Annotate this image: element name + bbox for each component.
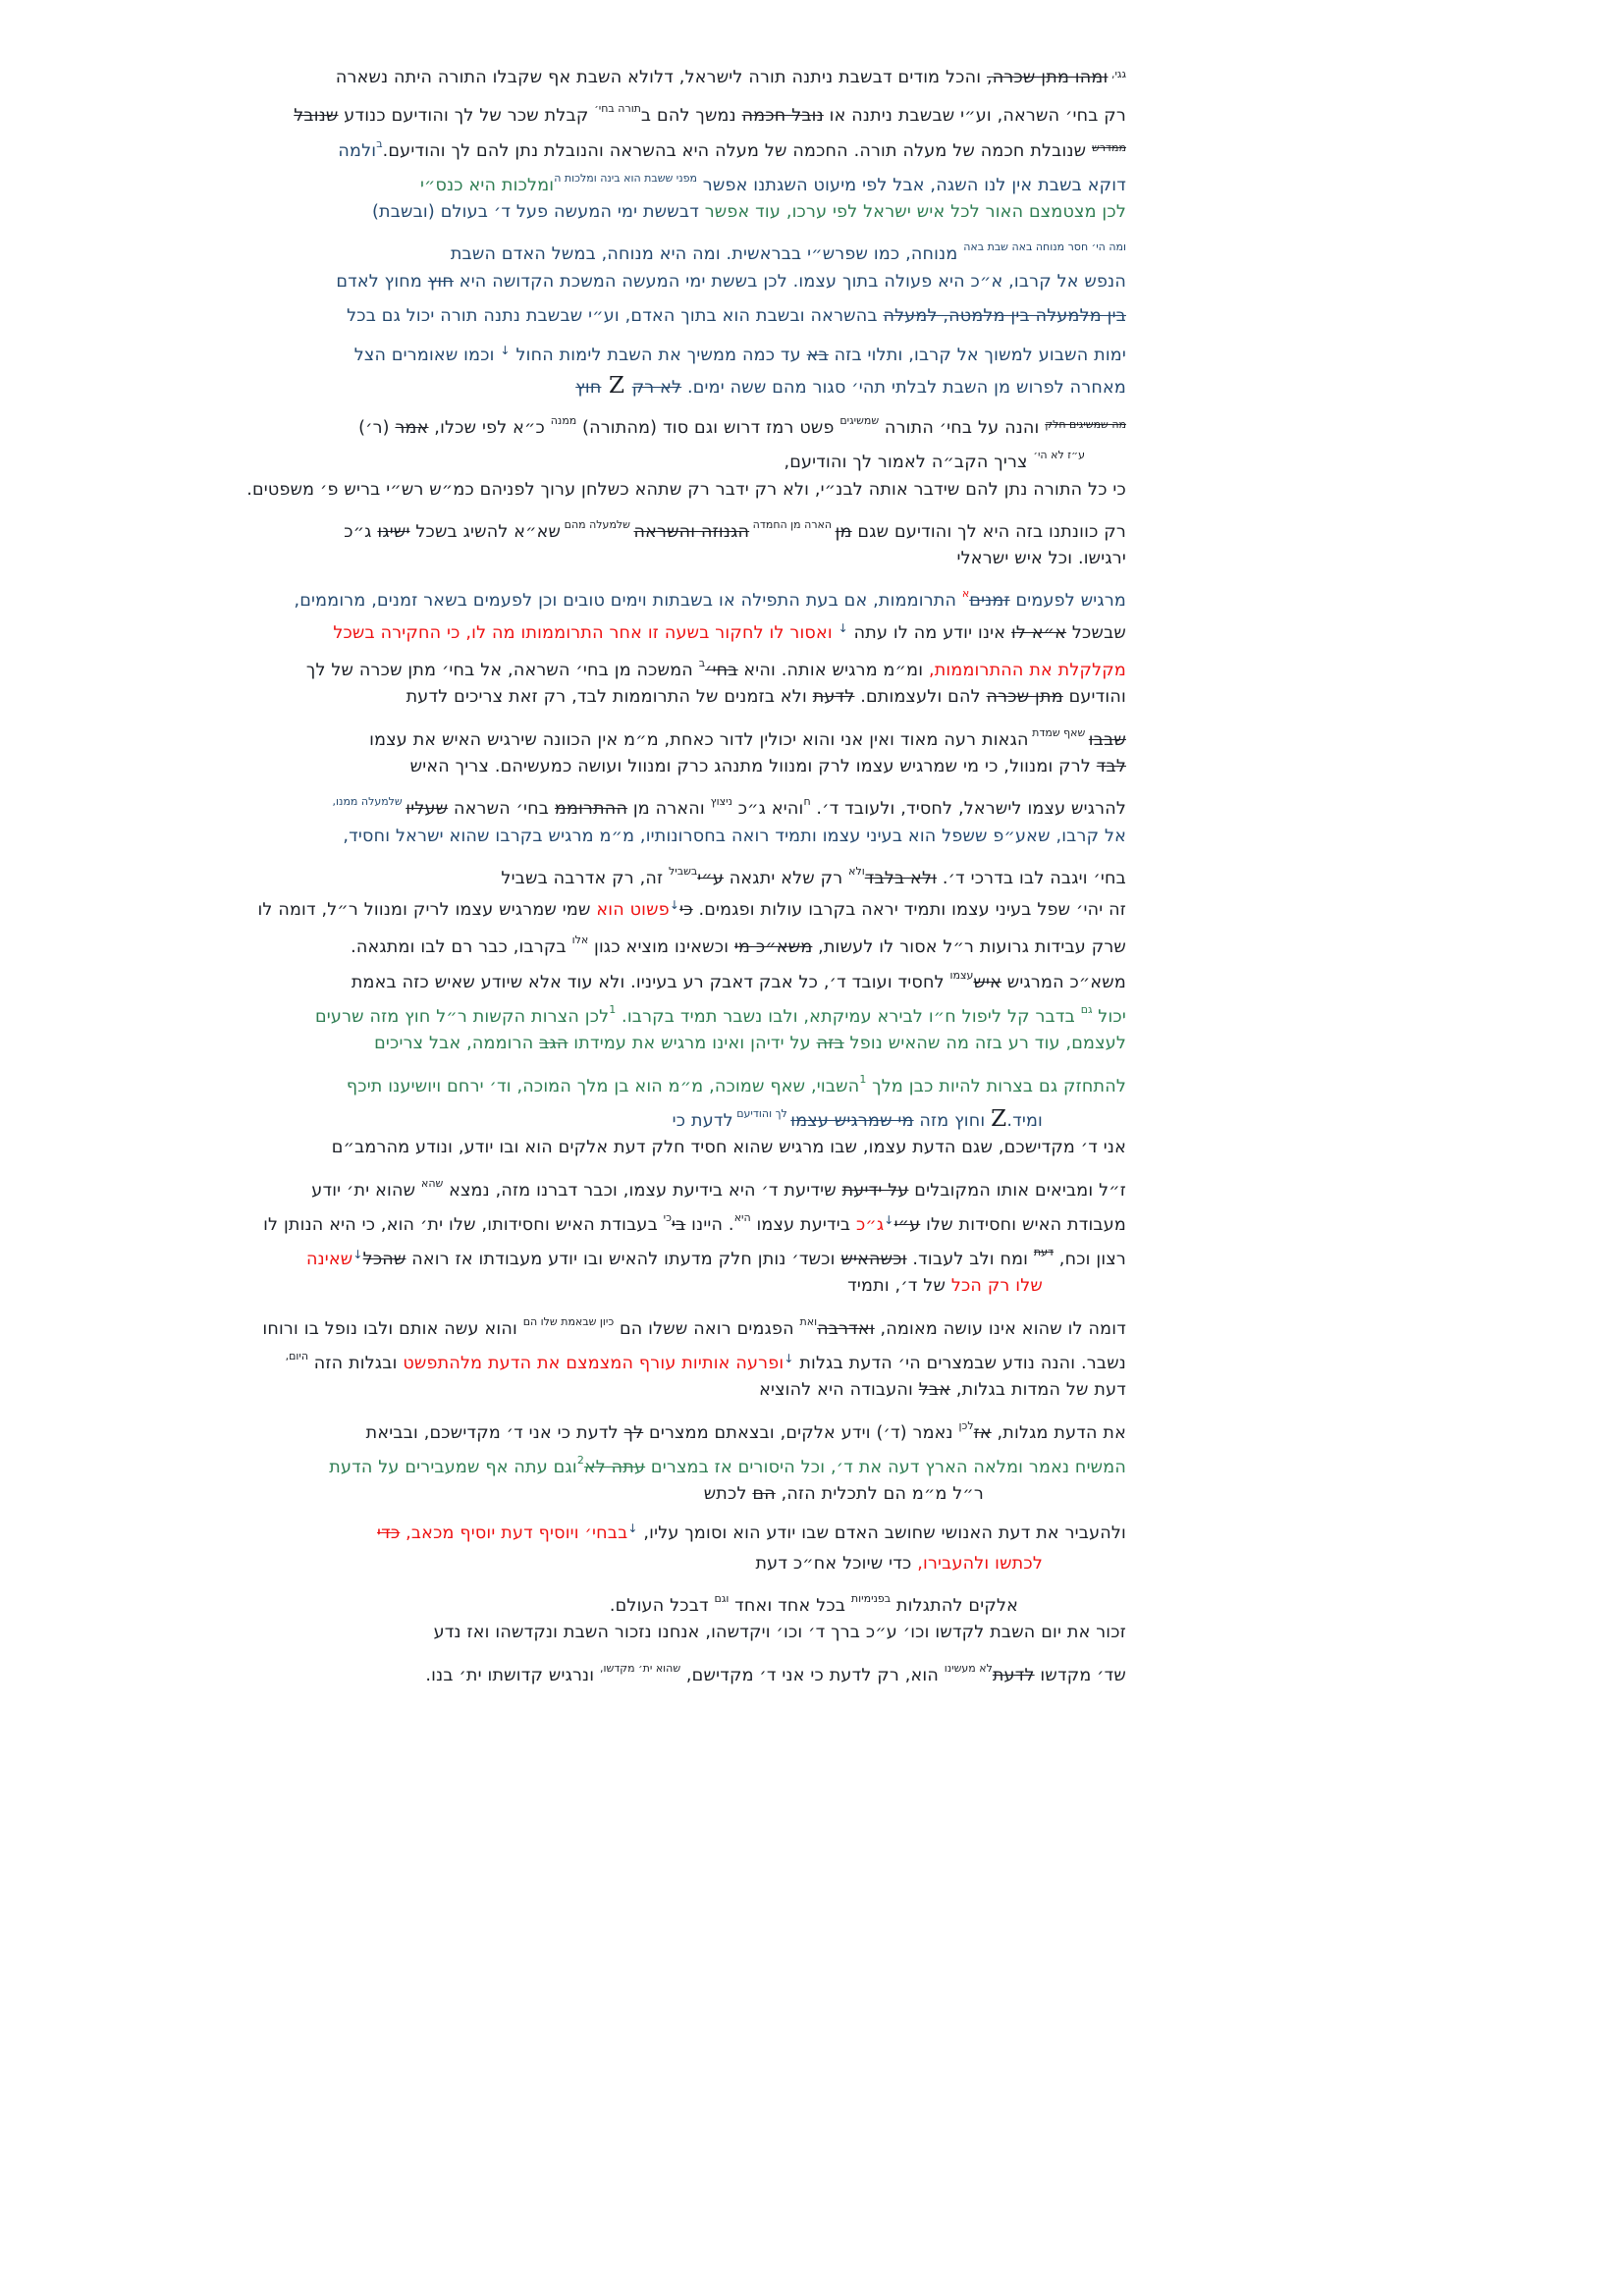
text-line xyxy=(223,854,1126,888)
text-run: מתן שכרה xyxy=(986,687,1063,708)
text-run: כי xyxy=(663,1210,672,1224)
text-line xyxy=(223,750,1126,784)
text-line xyxy=(223,612,1126,646)
text-run: איש xyxy=(973,972,1002,992)
text-run: להתחזק גם בצרות להיות כבן מלך xyxy=(866,1076,1126,1096)
text-run: ומיד. xyxy=(1006,1110,1043,1131)
text-run: זכור את יום השבת לקדשו וכו׳ ע״כ ברך ד׳ וכו׳ ויקדשהו, אנחנו נזכור השבת ונקדשהו ואז נדע xyxy=(433,1623,1126,1643)
text-run: ומח ולב לעבוד. xyxy=(906,1250,1034,1270)
text-run: לחסיד ועובד ד׳, כל אבק דאבק רע בעיניו. ולא עוד אלא שיודע שאיש כזה באמת xyxy=(351,972,950,992)
text-run: צריך הקב״ה לאמור לך והודיעם, xyxy=(784,453,1034,473)
text-run: הגנוזה והשראה xyxy=(633,521,750,542)
text-run: שהוא ית׳ יודע xyxy=(311,1180,421,1201)
text-run: בשביל xyxy=(669,864,698,878)
text-run: וכשהאיש xyxy=(840,1250,907,1270)
text-run: היום, xyxy=(285,1349,309,1362)
text-run: המשיח נאמר ומלאה הארץ דעה את ד׳, וכל היסורים אז במצרים xyxy=(645,1457,1126,1477)
text-run: וגם עתה אף שמעבירים על הדעת xyxy=(329,1457,577,1477)
text-run: מי שמרגיש עצמו xyxy=(790,1110,914,1131)
text-run: ומה הי׳ חסר מנוחה באה שבת באה xyxy=(963,240,1126,254)
text-run: א xyxy=(961,587,970,601)
text-run: ומלכות היא כנס״י xyxy=(419,175,555,195)
text-run: לך והודיעם xyxy=(732,1106,791,1120)
text-run: ופרעה אותיות עורף המצמצם את הדעת מלהתפשט xyxy=(403,1353,784,1373)
text-run: בבחי׳ ויוסיף דעת יוסיף מכאב, xyxy=(400,1523,628,1544)
text-run: לכן מצטמצם האור לכל איש ישראל לפי ערכו, עוד אפשר xyxy=(698,202,1126,223)
text-run: שאף שמדת xyxy=(1028,725,1089,739)
text-run: בי xyxy=(671,1214,686,1235)
text-line xyxy=(223,958,1126,992)
text-run: שלמעלה מהם xyxy=(561,517,634,531)
text-run: ואדרבה xyxy=(817,1318,875,1339)
text-run: אלו xyxy=(571,934,589,947)
text-run: וכשאינו מוציא כגון xyxy=(588,937,734,958)
text-run: נובל חכמה xyxy=(741,106,824,127)
text-run: בידיעת עצמו xyxy=(750,1214,856,1235)
text-run: מאחרה לפרוש מן השבת לבלתי תהי׳ סגור מהם ששה ימים. xyxy=(681,377,1126,398)
text-run: עצמו xyxy=(949,968,974,982)
text-run: ע״ז לא הי׳ xyxy=(1033,449,1085,462)
text-run: בכל אחד ואחד xyxy=(729,1596,851,1617)
text-run: לכן הצרות הקשות ר״ל חוץ מזה שרעים xyxy=(314,1007,610,1028)
text-run: שמי שמרגיש עצמו לריק ומנוול ר״ל, דומה לו xyxy=(257,900,597,921)
text-run: לא רק xyxy=(631,377,682,398)
text-run: בין מלמעלה בין מלמטה, למעלה xyxy=(883,306,1126,327)
text-line xyxy=(223,473,1126,507)
text-run: דעת של המדות בגלות, xyxy=(950,1380,1126,1401)
text-run: הארה מן החמדה xyxy=(749,517,836,531)
text-run: להרגיש עצמו לישראל, לחסיד, ולעובד ד׳. xyxy=(810,799,1126,820)
text-line xyxy=(223,369,1126,403)
text-line xyxy=(223,1269,1043,1304)
text-run: אני ד׳ מקדישכם, שגם הדעת עצמו, שבו מרגיש שהוא חסיד חלק דעת אלקים הוא ובו יודע, ונודע מהרמב״ם xyxy=(331,1138,1126,1158)
text-run: ולא בלבד xyxy=(864,868,938,888)
text-run: ולא xyxy=(848,864,865,878)
text-run: שהכל xyxy=(362,1250,406,1270)
text-line xyxy=(223,1339,1126,1373)
text-run: לכתשו ולהעבירו, xyxy=(911,1553,1043,1574)
text-run: להם ולעצמותם. xyxy=(854,687,987,708)
text-run: שאינה xyxy=(305,1250,353,1270)
insert-arrow-icon: ↓ xyxy=(500,344,511,358)
text-run: בעבודת האיש וחסידותו, שלו ית׳ הוא, כי היא הנותן לו xyxy=(263,1214,664,1235)
text-run: מנוחה, כמו שפרש״י בבראשית. ומה היא מנוחה, במשל האדם השבת xyxy=(450,244,964,265)
text-run: בדבר קל ליפול ח״ו לבירא עמיקתא, ולבו נשבר תמיד בקרבו. xyxy=(616,1007,1081,1028)
text-line xyxy=(223,680,1126,715)
text-run: המשכה מן בחי׳ השראה, אל בחי׳ מתן שכרה של לך xyxy=(305,661,699,681)
text-line xyxy=(223,820,1126,854)
insert-arrow-icon: ↓ xyxy=(352,1248,363,1262)
text-run: לדעת כי xyxy=(672,1110,733,1131)
text-run: אל קרבו, שאע״פ ששפל הוא בעיני עצמו ותמיד רואה בחסרונותיו, מ״מ מרגיש בקרבו שהוא ישראל וחסיד, xyxy=(343,826,1126,846)
text-line xyxy=(223,576,1126,611)
text-line xyxy=(223,646,1126,680)
text-run: וכמו שאומרים הצל xyxy=(353,346,501,366)
text-line xyxy=(223,784,1126,819)
text-run: ה xyxy=(554,171,562,185)
text-run: 1 xyxy=(859,1072,867,1086)
text-run: שבבו xyxy=(1088,729,1126,750)
text-run: שד׳ מקדשו xyxy=(1034,1665,1126,1685)
text-run: לדעת xyxy=(992,1665,1035,1685)
text-line xyxy=(223,1616,1126,1650)
text-run: כי כל התורה נתן להם שידבר אותה לבנ״י, ולא רק ידבר רק שתהא כשלחן ערוך לפניהם כמ״ש רש״י בריש פ׳ משפטים. xyxy=(246,479,1126,500)
text-run: ב xyxy=(698,657,706,670)
text-run: ג״כ xyxy=(344,521,378,542)
text-line xyxy=(223,403,1126,438)
text-line xyxy=(223,334,1126,368)
insert-arrow-icon: ↓ xyxy=(838,620,848,635)
text-run: שידיעת ד׳ היא בידיעת עצמו, וכבר דברנו מזה, נמצא xyxy=(443,1180,842,1201)
text-run: גם xyxy=(1080,1003,1093,1017)
text-run: ומ״מ מרגיש אותה. והיא xyxy=(737,661,929,681)
text-run: מרגיש לפעמים xyxy=(1009,591,1126,612)
text-run: וכשד׳ נותן חלק מדעתו להאיש ובו יודע מעבודתו אז רואה xyxy=(406,1250,841,1270)
text-run: ב xyxy=(376,136,383,150)
text-run: הפגמים רואה ששלו הם xyxy=(614,1318,800,1339)
document-text xyxy=(223,57,1126,1685)
text-run: ולא בזמנים של התרוממות לבד, רק זאת צריכים לדעת xyxy=(406,687,813,708)
text-run: רצון וכח, xyxy=(1054,1250,1126,1270)
text-run: ג״כ xyxy=(855,1214,885,1235)
text-run: והעבודה היא להוציא xyxy=(759,1380,919,1401)
text-run: בקרבו, כבר רם לבו ומתגאה. xyxy=(351,937,572,958)
text-run: לא מעשינו xyxy=(944,1661,993,1675)
text-line xyxy=(223,1512,1126,1546)
text-run: הרוממה, אבל צריכים xyxy=(374,1034,540,1054)
text-run: הם xyxy=(752,1484,776,1505)
text-run: דבששת ימי המעשה פעל ד׳ בעולם (ובשבת) xyxy=(371,202,699,223)
text-line xyxy=(223,1477,984,1512)
text-line xyxy=(223,992,1126,1027)
text-run: הוא, רק לדעת כי אני ד׳ מקדישם, xyxy=(680,1665,945,1685)
text-run: פשט רמז דרוש וגם סוד (מהתורה) xyxy=(576,417,840,438)
text-run: בחי׳ השראה xyxy=(448,799,555,820)
text-run: בפנימיות xyxy=(850,1592,892,1606)
text-run: שהוא ית׳ מקדשו, xyxy=(600,1661,681,1675)
text-run: שא״א להשיג בשכל xyxy=(409,521,562,542)
text-run: לא xyxy=(583,1457,612,1477)
text-run: לך xyxy=(623,1422,644,1443)
text-line xyxy=(223,438,1085,472)
insert-arrow-icon: ↓ xyxy=(627,1522,638,1536)
text-run: כדי שיוכל אח״כ דעת xyxy=(755,1553,912,1574)
text-run: יכול xyxy=(1092,1007,1126,1028)
text-line xyxy=(223,57,1126,91)
text-run: והיא ג״כ xyxy=(731,799,804,820)
text-line xyxy=(223,1651,1126,1685)
text-line xyxy=(223,265,1126,299)
text-run: שנובלת חכמה של מעלה תורה. החכמה של מעלה היא בהשראה והנובלת נתן להם לך והודיעם. xyxy=(382,140,1093,161)
text-run: רק בחי׳ השראה, וע״י שבשבת ניתנה או xyxy=(823,106,1126,127)
text-run: (ר׳) xyxy=(358,417,396,438)
text-run: לרק ומנוול, כי מי שמרגיש עצמו לרק ומנוול מתנהג כרק ומנוול ועושה כמעשיהם. צריך האיש xyxy=(409,756,1097,776)
text-run: חוץ xyxy=(427,271,455,292)
text-run: מפני ששבת הוא בינה ומלכות xyxy=(561,171,698,185)
text-run: נאמר (ד׳) וידע אלקים, ובצאתם ממצרים xyxy=(643,1422,959,1443)
text-run: קבלת שכר של לך והודיעם כנודע xyxy=(338,106,595,127)
text-run: בזה xyxy=(816,1034,844,1054)
text-line xyxy=(223,1305,1126,1339)
text-run: לבד xyxy=(1096,756,1126,776)
text-run: כדי xyxy=(377,1523,401,1544)
insert-arrow-icon: ↓ xyxy=(784,1351,794,1365)
text-run: לכתש xyxy=(703,1484,753,1505)
text-line xyxy=(223,1201,1126,1235)
text-line xyxy=(223,716,1126,750)
text-run: רק שלא יתגאה xyxy=(723,868,849,888)
text-run: עתה xyxy=(611,1457,646,1477)
text-run: חוץ xyxy=(575,377,602,398)
text-run: והוא עשה אותם ולבו נופל בו ורוחו xyxy=(262,1318,523,1339)
text-run: תורה בחי׳ xyxy=(594,102,641,116)
text-run: ואת xyxy=(799,1314,818,1328)
text-line xyxy=(223,161,1126,195)
text-run: לכן xyxy=(958,1418,974,1432)
text-run: הנפש אל קרבו, א״כ היא פעולה בתוך עצמו. לכן בששת ימי המעשה המשכת הקדושה היא xyxy=(454,271,1126,292)
text-run: שבשכל xyxy=(1066,622,1126,643)
text-run: משא״כ המרגיש xyxy=(1001,972,1126,992)
text-run: ע״י xyxy=(697,868,724,888)
text-run: הגב xyxy=(539,1034,568,1054)
text-run: א״א לו xyxy=(1010,622,1067,643)
text-run: 1 xyxy=(609,1003,617,1017)
text-run: מחוץ לאדם xyxy=(336,271,428,292)
text-run: אלקים להתגלות xyxy=(891,1596,1018,1617)
text-run: ובגלות הזה xyxy=(308,1353,404,1373)
text-run: דעת xyxy=(1033,1246,1055,1259)
text-run: בחי׳ ויגבה לבו בדרכי ד׳. xyxy=(937,868,1126,888)
text-line xyxy=(223,299,1126,334)
text-run: כי xyxy=(679,900,693,921)
text-run: השבוי, שאף שמוכה, מ״מ הוא בן מלך המוכה, וד׳ ירחם ויושיענו תיכף xyxy=(346,1076,860,1096)
text-run: שלמעלה ממנו, xyxy=(332,795,406,809)
text-run: שלו רק הכל xyxy=(946,1276,1043,1297)
z-mark: Z xyxy=(991,1105,1007,1132)
text-run: ונרגיש קדושתו ית׳ בנו. xyxy=(425,1665,600,1685)
text-run: לעצמם, עוד רע בזה מה שהאיש נופל xyxy=(843,1034,1126,1054)
text-run: התרוממות, אם בעת התפילה או בשבתות וימים טובים וכן לפעמים בשאר זמנים, מרוממים, xyxy=(294,591,962,612)
text-run: נשבר. והנה נודע שבמצרים הי׳ הדעת בגלות xyxy=(793,1353,1126,1373)
text-run: והכל מודים דבשבת ניתנה תורה לישראל, דלולא השבת אף שקבלו התורה היתה נשארה xyxy=(335,68,987,87)
text-line xyxy=(223,127,1126,161)
text-run: לדעת כי אני ד׳ מקדישכם, ובביאת xyxy=(365,1422,624,1443)
text-run: עד כמה ממשיך את השבת לימות החול xyxy=(510,346,807,366)
text-line xyxy=(223,1409,1126,1443)
text-run: דבכל העולם. xyxy=(609,1596,715,1617)
text-line xyxy=(223,542,1126,576)
text-run: ע״י xyxy=(893,1214,921,1235)
text-run: זה, רק אדרבה בשביל xyxy=(501,868,669,888)
text-run: והודיעם xyxy=(1062,687,1126,708)
text-run: הגאות רעה מאוד ואין אני והוא יכולין לדור כאחת, מ״מ אין הכוונה שירגיש האיש את עצמו xyxy=(369,729,1029,750)
text-run: ואסור לו לחקור בשעה זו אחר התרוממותו מה לו, כי החקירה בשכל xyxy=(333,622,839,643)
text-line xyxy=(223,1235,1126,1269)
text-run: כ״א לפי שכלו, xyxy=(428,417,551,438)
text-run: בהשראה ובשבת הוא בתוך האדם, וע״י שבשבת נתנה תורה יכול גם בכל xyxy=(347,306,884,327)
text-line xyxy=(223,91,1126,126)
text-run: על ידיהן ואינו מרגיש את עמידתו xyxy=(568,1034,817,1054)
text-line xyxy=(223,888,1126,923)
text-run: דוקא בשבת אין לנו השגה, אבל לפי מיעוט השגתנו אפשר xyxy=(697,175,1126,195)
text-run: ימות השבוע למשוך אל קרבו, ותלוי בזה xyxy=(828,346,1126,366)
text-run: ולהעביר את דעת האנושי שחושב האדם שבו יודע הוא וסומך עליו, xyxy=(637,1523,1126,1544)
text-run: מה שמשיגים חלק xyxy=(1045,417,1126,431)
text-line xyxy=(223,1062,1126,1096)
text-run: ז״ל ומביאים אותו המקובלים xyxy=(908,1180,1126,1201)
text-run: מן xyxy=(835,521,852,542)
text-run: שנובל xyxy=(294,106,339,127)
text-line xyxy=(223,923,1126,957)
text-run: גגי, xyxy=(1108,68,1126,80)
text-line xyxy=(223,230,1126,264)
text-run: . היינו xyxy=(685,1214,734,1235)
text-run: אמר xyxy=(395,417,429,438)
text-run: נמשך להם ב xyxy=(640,106,742,127)
text-run: ממנה xyxy=(550,413,577,427)
text-run: דומה לו שהוא אינו עושה מאומה, xyxy=(874,1318,1126,1339)
text-run: בא xyxy=(806,346,829,366)
text-line xyxy=(223,195,1126,230)
text-run: שהא xyxy=(420,1176,444,1190)
text-run: אינו יודע מה לו עתה xyxy=(847,622,1011,643)
text-line xyxy=(223,1027,1126,1061)
text-run: וחוץ מזה xyxy=(913,1110,992,1131)
text-run: את הדעת מגלות, xyxy=(991,1422,1126,1443)
text-run: רק כוונתנו בזה היא לך והודיעם שגם xyxy=(851,521,1126,542)
text-run: בחי׳ xyxy=(705,661,738,681)
text-line xyxy=(223,1096,1043,1131)
text-run: שעליו xyxy=(406,799,449,820)
text-line xyxy=(223,1581,1018,1616)
text-run: כיון שבאמת שלו הם xyxy=(522,1314,615,1328)
text-run: אבל xyxy=(918,1380,951,1401)
text-line xyxy=(223,1547,1043,1581)
text-run: ומהו מתן שכרה, xyxy=(987,68,1109,87)
text-run: שמשיגים xyxy=(839,413,880,427)
text-line xyxy=(223,1373,1126,1408)
z-mark: Z xyxy=(601,372,632,399)
text-line xyxy=(223,1131,1126,1165)
text-run: וגם xyxy=(714,1592,730,1606)
text-run: זמנים xyxy=(969,591,1010,612)
text-run: זה יהי׳ שפל בעיני עצמו ותמיד יראה בקרבו עולות ופגמים. xyxy=(692,900,1126,921)
insert-arrow-icon: ↓ xyxy=(884,1212,894,1227)
text-run: פשוט הוא xyxy=(596,900,670,921)
text-run: היא xyxy=(733,1210,751,1224)
text-line xyxy=(223,1166,1126,1201)
text-run: משא״כ מי xyxy=(733,937,813,958)
text-run: ישיגו xyxy=(377,521,410,542)
text-run: ירגישו. וכל איש ישראלי xyxy=(956,549,1126,569)
text-run: ההתרוממ xyxy=(554,799,628,820)
text-run: ר״ל מ״מ הם לתכלית הזה, xyxy=(775,1484,984,1505)
text-line xyxy=(223,507,1126,542)
text-run: אז xyxy=(973,1422,992,1443)
text-run: ניצוץ xyxy=(710,795,732,809)
text-run: מעבודת האיש וחסידות שלו xyxy=(920,1214,1126,1235)
text-run: והארה מן xyxy=(627,799,711,820)
text-run: ולמה xyxy=(338,140,377,161)
text-run: והנה על בחי׳ התורה xyxy=(879,417,1046,438)
text-run: 2 xyxy=(576,1453,584,1467)
text-run: ממדרש xyxy=(1092,140,1126,154)
text-run: ח xyxy=(803,795,811,809)
text-run: שרק עבידות גרועות ר״ל אסור לו לעשות, xyxy=(812,937,1126,958)
text-run: לדעת xyxy=(812,687,855,708)
insert-arrow-icon: ↓ xyxy=(669,898,680,913)
text-run: מקלקלת את ההתרוממות, xyxy=(928,661,1126,681)
text-run: של ד׳, ותמיד xyxy=(847,1276,947,1297)
text-run: על ידיעת xyxy=(841,1180,909,1201)
text-line xyxy=(223,1443,1126,1477)
